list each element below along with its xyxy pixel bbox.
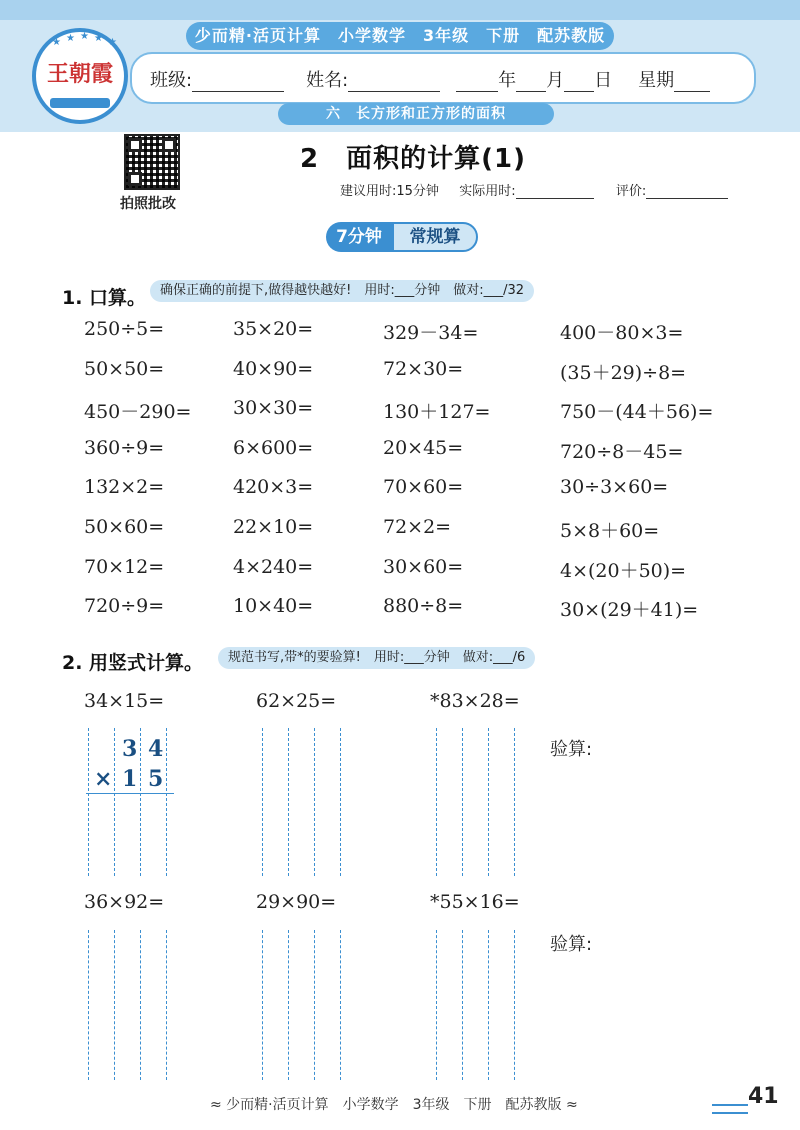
vertical-digit: 3 — [122, 736, 138, 762]
student-info-row — [150, 66, 710, 92]
year-label: 年 — [498, 70, 517, 91]
dotted-guide-line — [436, 930, 437, 1080]
dotted-guide-line — [262, 728, 263, 876]
section-name: 常规算 — [392, 222, 478, 252]
oral-calc-item: 30×(29＋41)= — [560, 599, 699, 621]
qr-finder — [162, 138, 176, 152]
brand-logo — [32, 28, 128, 124]
dotted-guide-line — [114, 930, 115, 1080]
vertical-problem: *55×16= — [430, 891, 520, 913]
oral-calc-item: 132×2= — [84, 476, 165, 498]
dotted-guide-line — [314, 930, 315, 1080]
vertical-problem: 34×15= — [84, 690, 165, 712]
dotted-guide-line — [340, 930, 341, 1080]
actual-time-field[interactable] — [516, 184, 594, 199]
oral-calc-item: 70×12= — [84, 556, 165, 578]
dotted-guide-line — [488, 728, 489, 876]
oral-calc-item: 750－(44＋56)= — [560, 401, 714, 423]
oral-calc-item: 4×240= — [233, 556, 314, 578]
oral-calc-item: 880÷8= — [383, 595, 464, 617]
qr-finder — [128, 172, 142, 186]
qr-finder — [128, 138, 142, 152]
lesson-title: 2 面积的计算(1) — [300, 144, 526, 174]
dotted-guide-line — [288, 728, 289, 876]
month-field[interactable] — [516, 73, 546, 92]
oral-calc-item: 35×20= — [233, 318, 314, 340]
oral-calc-item: 30×30= — [233, 397, 314, 419]
rating-label: 评价: — [615, 184, 647, 199]
section-minutes: 7分钟 — [326, 222, 392, 252]
dotted-guide-line — [140, 930, 141, 1080]
oral-calc-item: 22×10= — [233, 516, 314, 538]
oral-calc-item: 360÷9= — [84, 437, 165, 459]
weekday-field[interactable] — [674, 73, 710, 92]
dotted-guide-line — [88, 930, 89, 1080]
vertical-digit: 5 — [148, 766, 164, 792]
rating-field[interactable] — [646, 184, 728, 199]
multiply-sign: × — [94, 766, 113, 792]
oral-calc-item: 30×60= — [383, 556, 464, 578]
dotted-guide-line — [488, 930, 489, 1080]
day-label: 日 — [594, 70, 613, 91]
logo-ribbon — [50, 98, 110, 108]
check-label: 验算: — [550, 739, 593, 760]
dotted-guide-line — [462, 930, 463, 1080]
star-icon: ★ — [80, 31, 89, 42]
check-label: 验算: — [550, 934, 593, 955]
q2-tip: 规范书写,带*的要验算! 用时:___分钟 做对:___/6 — [218, 647, 535, 669]
oral-calc-item: 5×8＋60= — [560, 520, 660, 542]
name-field[interactable] — [348, 73, 440, 92]
class-label: 班级: — [150, 70, 193, 91]
dotted-guide-line — [340, 728, 341, 876]
dotted-guide-line — [166, 728, 167, 876]
name-label: 姓名: — [306, 70, 349, 91]
vertical-problem: 36×92= — [84, 891, 165, 913]
star-icon: ★ — [52, 37, 61, 48]
star-icon: ★ — [66, 33, 75, 44]
day-field[interactable] — [564, 73, 594, 92]
oral-calc-item: 130＋127= — [383, 401, 491, 423]
oral-calc-item: 4×(20＋50)= — [560, 560, 687, 582]
dotted-guide-line — [262, 930, 263, 1080]
vertical-problem: 29×90= — [256, 891, 337, 913]
section-pill — [326, 222, 478, 252]
oral-calc-item: 6×600= — [233, 437, 314, 459]
dotted-guide-line — [436, 728, 437, 876]
dotted-guide-line — [514, 728, 515, 876]
suggested-time: 建议用时:15分钟 — [340, 184, 439, 199]
oral-calc-item: 72×30= — [383, 358, 464, 380]
class-field[interactable] — [192, 73, 284, 92]
dotted-guide-line — [140, 728, 141, 876]
year-field[interactable] — [456, 73, 498, 92]
dotted-guide-line — [114, 728, 115, 876]
oral-calc-item: 70×60= — [383, 476, 464, 498]
dotted-guide-line — [462, 728, 463, 876]
dotted-guide-line — [514, 930, 515, 1080]
vertical-digit: 4 — [148, 736, 164, 762]
header-strip — [0, 0, 800, 20]
star-icon: ★ — [94, 33, 103, 44]
dotted-guide-line — [166, 930, 167, 1080]
vertical-digit: 1 — [122, 766, 138, 792]
month-label: 月 — [546, 70, 565, 91]
vertical-rule — [86, 793, 174, 794]
dotted-guide-line — [88, 728, 89, 876]
page-number: 41 — [748, 1084, 779, 1109]
oral-calc-item: (35＋29)÷8= — [560, 362, 687, 384]
actual-time-label: 实际用时: — [459, 184, 516, 199]
oral-calc-item: 40×90= — [233, 358, 314, 380]
oral-calc-item: 50×50= — [84, 358, 165, 380]
oral-calc-item: 420×3= — [233, 476, 314, 498]
vertical-problem: *83×28= — [430, 690, 520, 712]
series-banner: 少而精·活页计算 小学数学 3年级 下册 配苏教版 — [186, 22, 614, 50]
q1-heading: 1. 口算。 — [62, 287, 147, 309]
unit-banner: 六 长方形和正方形的面积 — [278, 103, 554, 125]
logo-text: 王朝霞 — [46, 61, 113, 87]
page-number-lines — [712, 1104, 748, 1114]
time-line — [340, 180, 728, 199]
qr-code[interactable] — [124, 134, 180, 190]
dotted-guide-line — [288, 930, 289, 1080]
weekday-label: 星期 — [638, 70, 675, 91]
oral-calc-item: 720÷8－45= — [560, 441, 684, 463]
oral-calc-item: 450－290= — [84, 401, 192, 423]
oral-calc-item: 72×2= — [383, 516, 452, 538]
oral-calc-item: 20×45= — [383, 437, 464, 459]
oral-calc-item: 250÷5= — [84, 318, 165, 340]
oral-calc-item: 720÷9= — [84, 595, 165, 617]
oral-calc-item: 329－34= — [383, 322, 479, 344]
footer-text: ≈ 少而精·活页计算 小学数学 3年级 下册 配苏教版 ≈ — [210, 1097, 578, 1113]
star-icon: ★ — [108, 37, 117, 48]
qr-label: 拍照批改 — [120, 196, 176, 212]
oral-calc-item: 400－80×3= — [560, 322, 684, 344]
q1-tip: 确保正确的前提下,做得越快越好! 用时:___分钟 做对:___/32 — [150, 280, 534, 302]
vertical-problem: 62×25= — [256, 690, 337, 712]
q2-heading: 2. 用竖式计算。 — [62, 652, 204, 674]
oral-calc-item: 10×40= — [233, 595, 314, 617]
student-info-box — [130, 52, 756, 104]
oral-calc-item: 30÷3×60= — [560, 476, 669, 498]
oral-calc-item: 50×60= — [84, 516, 165, 538]
dotted-guide-line — [314, 728, 315, 876]
